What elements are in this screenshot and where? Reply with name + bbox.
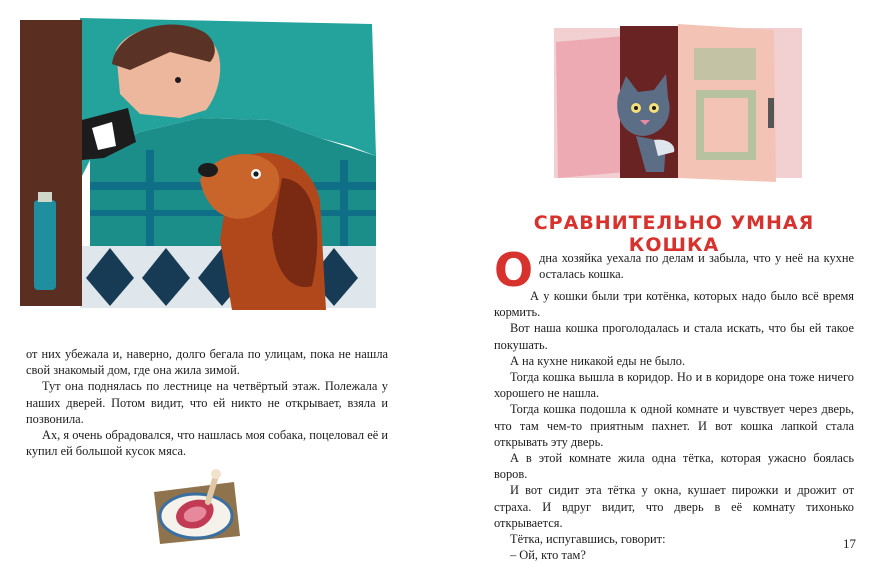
paragraph: от них убежала и, наверно, долго бегала по улицам, пока не нашла свой знакомый дом, где она жила зимой. [26,347,388,378]
cat-at-door-illustration [554,22,802,186]
paragraph: Тогда кошка вышла в коридор. Но и в коридоре она тоже ничего хорошего не нашла. [494,370,854,401]
first-paragraph-text: дна хозяйка уехала по делам и забыла, что у неё на кухне осталась кошка. [539,251,854,282]
paragraph: И вот сидит эта тётка у окна, кушает пирожки и дрожит от страха. И вдруг видит, что дверь в её комнату тихонько открывается. [494,483,854,530]
paragraph: А у кошки были три котёнка, которых надо было всё время кормить. [494,289,854,320]
first-paragraph [494,243,854,297]
story-title: СРАВНИТЕЛЬНО УМНАЯ КОШКА [533,212,815,256]
plate-with-meat-illustration [150,462,242,546]
right-page [436,0,872,561]
drop-cap: О [494,243,534,297]
paragraph: Тётка, испугавшись, говорит: [510,532,666,547]
left-page [0,0,436,561]
paragraph: А на кухне никакой еды не было. [510,353,686,368]
paragraph: Ах, я очень обрадовался, что нашлась моя собака, поцеловал её и купил ей большой кусок мяса. [26,428,388,459]
man-and-dog-illustration [20,10,376,310]
paragraph: – Ой, кто там? [510,548,586,563]
paragraph: Тут она поднялась по лестнице на четвёртый этаж. Полежала у наших дверей. Потом видит, что ей никто не открывает, взяла и позвонила. [26,379,388,426]
right-page-text [494,243,854,563]
paragraph: Тогда кошка подошла к одной комнате и чувствует через дверь, что там чем-то приятным пахнет. И вот кошка лапкой стала открывать эту дверь. [494,402,854,449]
left-page-text [26,346,388,459]
paragraph: А в этой комнате жила одна тётка, которая ужасно боялась воров. [494,451,854,482]
paragraph: Вот наша кошка проголодалась и стала искать, что бы ей такое покушать. [494,321,854,352]
page-number: 17 [843,536,856,551]
